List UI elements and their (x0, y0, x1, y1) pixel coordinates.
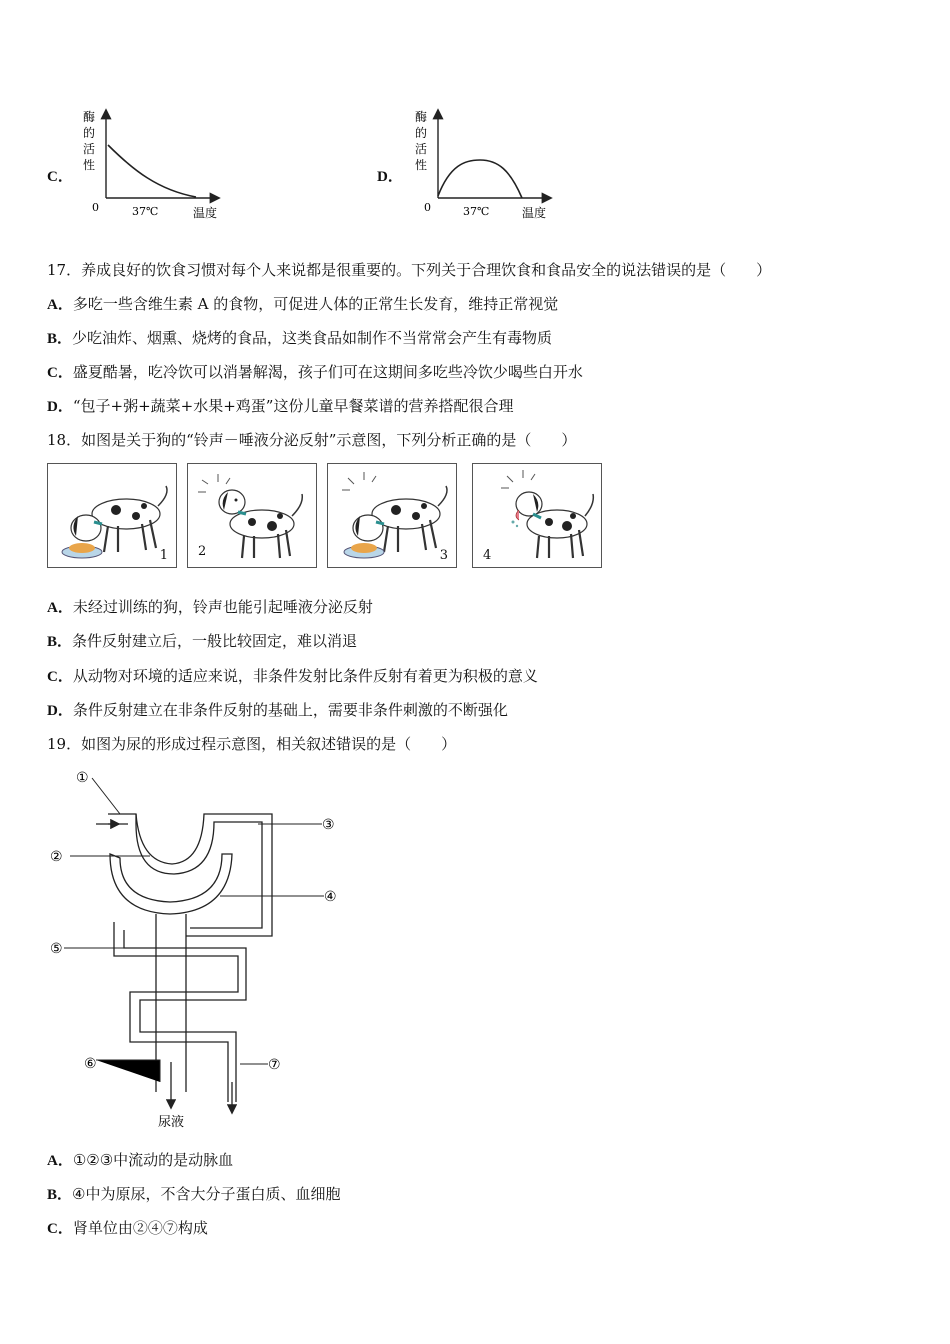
label-1: ① (76, 770, 89, 786)
option-letter: D． (47, 703, 73, 719)
q17-option-b[interactable] (47, 328, 552, 349)
q17-option-a[interactable] (47, 294, 558, 315)
xlabel: 温度 (522, 206, 547, 220)
option-text: 盛夏酷暑，吃冷饮可以消暑解渴，孩子们可在这期间多吃些冷饮少喝些白开水 (72, 363, 583, 381)
dog-salivating-illustration (473, 464, 601, 567)
option-text: 从动物对环境的适应来说，非条件发射比条件反射有着更为积极的意义 (72, 667, 538, 685)
q17-stem: 17．养成良好的饮食习惯对每个人来说都是很重要的。下列关于合理饮食和食品安全的说法错误的是（ ） (47, 261, 772, 279)
label-7: ⑦ (268, 1057, 281, 1073)
dog-panel-2 (187, 463, 317, 568)
activity-curve-decreasing (108, 145, 196, 197)
option-text: 少吃油炸、烟熏、烧烤的食品，这类食品如制作不当常常会产生有毒物质 (72, 329, 553, 347)
option-letter: C． (47, 365, 73, 381)
option-text: “包子+粥+蔬菜+水果+鸡蛋”这份儿童早餐菜谱的营养搭配很合理 (72, 397, 514, 415)
tick-37c: 37℃ (463, 205, 490, 218)
origin-label: 0 (424, 201, 431, 214)
activity-curve-peak (438, 160, 522, 198)
option-text: 条件反射建立在非条件反射的基础上，需要非条件刺激的不断强化 (72, 701, 508, 719)
option-letter: C． (47, 1221, 73, 1237)
ylabel-char: 性 (415, 158, 428, 172)
label-6: ⑥ (84, 1056, 97, 1072)
dog-eating-illustration (48, 464, 176, 567)
panel-number: 1 (159, 548, 168, 563)
panel-number: 3 (439, 548, 448, 563)
label-5: ⑤ (50, 941, 63, 957)
q18-option-c[interactable] (47, 666, 538, 687)
q16-option-c-letter[interactable]: C． (47, 169, 73, 185)
q16-option-c-graph (78, 105, 228, 223)
dog-panel-4 (472, 463, 602, 568)
option-letter: B． (47, 1187, 73, 1203)
ylabel-char: 酶 (83, 110, 96, 124)
option-text: 未经过训练的狗，铃声也能引起唾液分泌反射 (72, 598, 373, 616)
panel-number: 2 (198, 544, 207, 559)
urine-label: 尿液 (158, 1115, 185, 1130)
dog-panel-3 (327, 463, 457, 568)
panel-number: 4 (483, 548, 492, 563)
dog-panel-1 (47, 463, 177, 568)
q17-option-c[interactable] (47, 362, 583, 383)
q19-option-b[interactable] (47, 1184, 340, 1205)
ylabel-char: 的 (83, 126, 96, 140)
nephron-diagram (40, 762, 360, 1138)
q18-option-b[interactable] (47, 631, 357, 652)
q16-option-d-graph (410, 105, 560, 223)
q19-option-a[interactable] (47, 1150, 233, 1171)
origin-label: 0 (92, 201, 99, 214)
option-text: 条件反射建立后，一般比较固定，难以消退 (72, 632, 358, 650)
option-letter: D． (47, 399, 73, 415)
option-letter: C． (47, 669, 73, 685)
q16-option-d-letter[interactable]: D． (377, 169, 403, 185)
q17-option-d[interactable] (47, 396, 513, 417)
ylabel-char: 活 (83, 142, 96, 156)
label-3: ③ (322, 817, 335, 833)
dog-bell-food-illustration (328, 464, 456, 567)
ylabel-char: 酶 (415, 110, 428, 124)
q18-option-a[interactable] (47, 597, 373, 618)
ylabel-char: 性 (83, 158, 96, 172)
xlabel: 温度 (193, 206, 218, 220)
q18-stem: 18．如图是关于狗的“铃声－唾液分泌反射”示意图，下列分析正确的是（ ） (47, 431, 577, 449)
option-text: ④中为原尿，不含大分子蛋白质、血细胞 (72, 1185, 341, 1203)
option-text: ①②③中流动的是动脉血 (72, 1151, 234, 1169)
label-2: ② (50, 849, 63, 865)
option-letter: B． (47, 331, 73, 347)
dog-bell-illustration (188, 464, 316, 567)
label-4: ④ (324, 889, 337, 905)
ylabel-char: 活 (415, 142, 428, 156)
tick-37c: 37℃ (132, 205, 159, 218)
q19-stem: 19．如图为尿的形成过程示意图，相关叙述错误的是（ ） (47, 735, 457, 753)
option-letter: A． (47, 297, 73, 313)
option-text: 肾单位由②④⑦构成 (72, 1219, 208, 1237)
option-letter: A． (47, 1153, 73, 1169)
option-letter: B． (47, 634, 73, 650)
q19-option-c[interactable] (47, 1218, 208, 1239)
option-letter: A． (47, 600, 73, 616)
option-text: 多吃一些含维生素 A 的食物，可促进人体的正常生长发育，维持正常视觉 (72, 295, 559, 313)
q18-option-d[interactable] (47, 700, 508, 721)
ylabel-char: 的 (415, 126, 428, 140)
